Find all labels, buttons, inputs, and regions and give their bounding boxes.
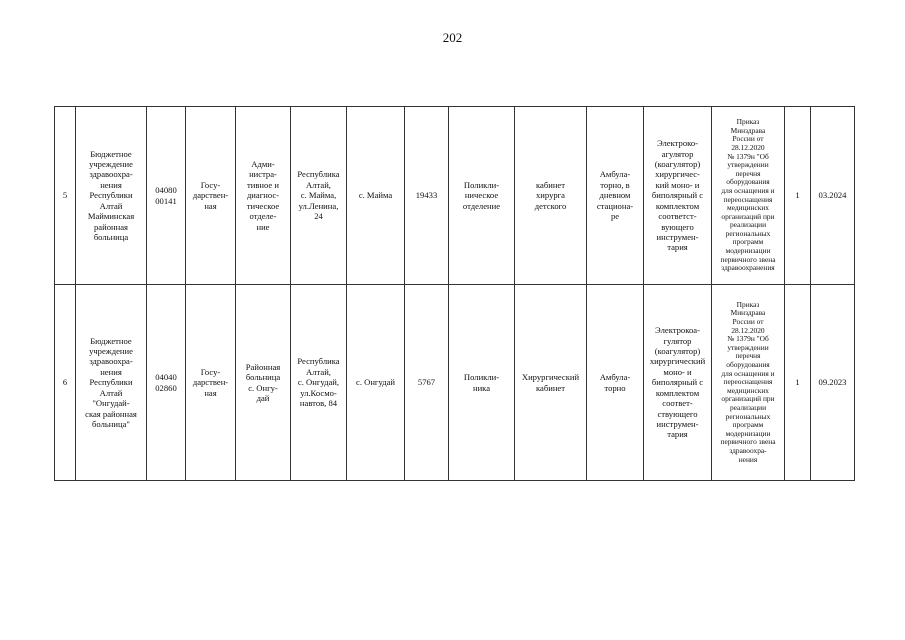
settlement-cell: с. Майма <box>347 107 405 285</box>
row-number-cell: 5 <box>55 107 76 285</box>
basis-cell: Приказ Минздрава России от 28.12.2020 № 1379н "Об утверждении перечня оборудования для оснащения и переоснащения медицинских организаций при реализации региональных программ модернизации первичного звена здравоохра- нения <box>712 285 785 481</box>
organization-cell: Бюджетное учреждение здравоохра- нения Республики Алтай "Онгудай- ская районная больница" <box>76 285 147 481</box>
quantity-cell: 1 <box>785 285 811 481</box>
basis-cell: Приказ Минздрава России от 28.12.2020 № 1379н "Об утверждении перечня оборудования для оснащения и переоснащения медицинских организаций при реализации региональных программ модернизации первичного звена здравоохранения <box>712 107 785 285</box>
division-cell: Адми- нистра- тивное и диагнос- тическое отделе- ние <box>236 107 291 285</box>
table-row <box>55 107 855 285</box>
date-cell: 03.2024 <box>811 107 855 285</box>
care-type-cell: Амбула- торно <box>587 285 644 481</box>
organization-cell: Бюджетное учреждение здравоохра- нения Республики Алтай Майминская районная больница <box>76 107 147 285</box>
ownership-cell: Госу- дарствен- ная <box>186 107 236 285</box>
address-cell: Республика Алтай, с. Онгудай, ул.Космо- навтов, 84 <box>291 285 347 481</box>
room-cell: кабинет хирурга детского <box>515 107 587 285</box>
table-row <box>55 285 855 481</box>
date-cell: 09.2023 <box>811 285 855 481</box>
page-number: 202 <box>442 30 463 45</box>
department-cell: Поликли- ническое отделение <box>449 107 515 285</box>
division-cell: Районная больница с. Онгу- дай <box>236 285 291 481</box>
department-cell: Поликли- ника <box>449 285 515 481</box>
quantity-cell: 1 <box>785 107 811 285</box>
equipment-cell: Электрокоа- гулятор (коагулятор) хирургический моно- и биполярный с комплектом соответ- ствующего инструмен- тария <box>644 285 712 481</box>
settlement-cell: с. Онгудай <box>347 285 405 481</box>
code-cell: 04080 00141 <box>147 107 186 285</box>
care-type-cell: Амбула- торно, в дневном стациона- ре <box>587 107 644 285</box>
room-cell: Хирургический кабинет <box>515 285 587 481</box>
population-cell: 19433 <box>405 107 449 285</box>
code-cell: 04040 02860 <box>147 285 186 481</box>
ownership-cell: Госу- дарствен- ная <box>186 285 236 481</box>
equipment-cell: Электроко- агулятор (коагулятор) хирургичес- кий моно- и биполярный с комплектом соответст- вующего инструмен- тария <box>644 107 712 285</box>
population-cell: 5767 <box>405 285 449 481</box>
address-cell: Республика Алтай, с. Майма, ул.Ленина, 24 <box>291 107 347 285</box>
equipment-table <box>54 106 855 481</box>
row-number-cell: 6 <box>55 285 76 481</box>
